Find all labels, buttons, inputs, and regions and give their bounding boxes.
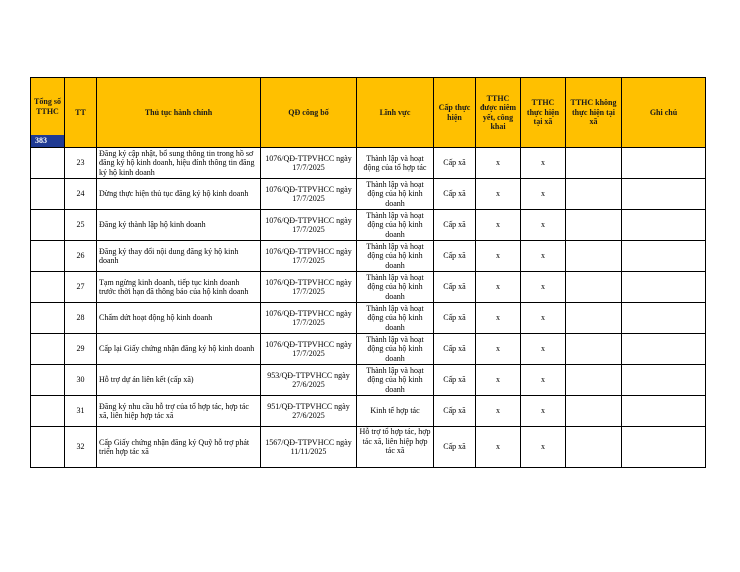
cell-total xyxy=(31,303,65,334)
cell-posted: x xyxy=(476,396,521,427)
cell-total xyxy=(31,396,65,427)
cell-decision: 953/QĐ-TTPVHCC ngày 27/6/2025 xyxy=(261,365,357,396)
cell-tt: 27 xyxy=(65,272,97,303)
cell-decision: 1076/QĐ-TTPVHCC ngày 17/7/2025 xyxy=(261,179,357,210)
cell-field: Thành lập và hoạt động của tổ hợp tác xyxy=(357,148,434,179)
cell-procedure: Tạm ngừng kinh doanh, tiếp tục kinh doanh trước thời hạn đã thông báo của hộ kinh doanh xyxy=(97,272,261,303)
cell-procedure: Cấp Giấy chứng nhận đăng ký Quỹ hỗ trợ phát triển hợp tác xã xyxy=(97,427,261,468)
cell-field: Thành lập và hoạt động của hộ kinh doanh xyxy=(357,241,434,272)
cell-decision: 1567/QĐ-TTPVHCC ngày 11/11/2025 xyxy=(261,427,357,468)
cell-decision: 951/QĐ-TTPVHCC ngày 27/6/2025 xyxy=(261,396,357,427)
total-count-badge: 383 xyxy=(31,135,64,147)
cell-level: Cấp xã xyxy=(434,427,476,468)
cell-procedure: Đăng ký thành lập hộ kinh doanh xyxy=(97,210,261,241)
header-procedure: Thủ tục hành chính xyxy=(97,78,261,148)
cell-total xyxy=(31,210,65,241)
cell-tt: 32 xyxy=(65,427,97,468)
cell-tt: 28 xyxy=(65,303,97,334)
cell-procedure: Hỗ trợ dự án liên kết (cấp xã) xyxy=(97,365,261,396)
cell-level: Cấp xã xyxy=(434,334,476,365)
cell-note xyxy=(622,148,706,179)
cell-total xyxy=(31,241,65,272)
cell-not-at-commune xyxy=(566,427,622,468)
cell-note xyxy=(622,334,706,365)
cell-level: Cấp xã xyxy=(434,272,476,303)
cell-tt: 25 xyxy=(65,210,97,241)
header-note: Ghi chú xyxy=(622,78,706,148)
cell-posted: x xyxy=(476,241,521,272)
cell-not-at-commune xyxy=(566,334,622,365)
cell-level: Cấp xã xyxy=(434,148,476,179)
cell-decision: 1076/QĐ-TTPVHCC ngày 17/7/2025 xyxy=(261,334,357,365)
cell-field: Thành lập và hoạt động của hộ kinh doanh xyxy=(357,210,434,241)
cell-not-at-commune xyxy=(566,365,622,396)
cell-procedure: Cấp lại Giấy chứng nhận đăng ký hộ kinh doanh xyxy=(97,334,261,365)
table-row xyxy=(31,365,706,396)
cell-posted: x xyxy=(476,303,521,334)
cell-note xyxy=(622,272,706,303)
cell-not-at-commune xyxy=(566,396,622,427)
cell-total xyxy=(31,365,65,396)
cell-posted: x xyxy=(476,365,521,396)
cell-procedure: Đăng ký nhu cầu hỗ trợ của tổ hợp tác, hợp tác xã, liên hiệp hợp tác xã xyxy=(97,396,261,427)
header-posted: TTHC được niêm yết, công khai xyxy=(476,78,521,148)
cell-decision: 1076/QĐ-TTPVHCC ngày 17/7/2025 xyxy=(261,241,357,272)
cell-at-commune: x xyxy=(521,210,566,241)
cell-procedure: Đăng ký thay đổi nội dung đăng ký hộ kinh doanh xyxy=(97,241,261,272)
cell-level: Cấp xã xyxy=(434,396,476,427)
cell-note xyxy=(622,179,706,210)
header-tt: TT xyxy=(65,78,97,148)
cell-field: Thành lập và hoạt động của hộ kinh doanh xyxy=(357,272,434,303)
cell-level: Cấp xã xyxy=(434,241,476,272)
cell-tt: 23 xyxy=(65,148,97,179)
header-at-commune: TTHC thực hiện tại xã xyxy=(521,78,566,148)
cell-posted: x xyxy=(476,272,521,303)
cell-tt: 30 xyxy=(65,365,97,396)
cell-posted: x xyxy=(476,179,521,210)
table-row xyxy=(31,179,706,210)
table-row xyxy=(31,303,706,334)
cell-decision: 1076/QĐ-TTPVHCC ngày 17/7/2025 xyxy=(261,272,357,303)
cell-tt: 26 xyxy=(65,241,97,272)
table-row xyxy=(31,396,706,427)
table-row xyxy=(31,272,706,303)
cell-posted: x xyxy=(476,427,521,468)
cell-at-commune: x xyxy=(521,272,566,303)
header-total-label: Tổng số TTHC xyxy=(34,97,61,116)
table-row xyxy=(31,241,706,272)
cell-note xyxy=(622,396,706,427)
table-row xyxy=(31,148,706,179)
cell-decision: 1076/QĐ-TTPVHCC ngày 17/7/2025 xyxy=(261,303,357,334)
cell-posted: x xyxy=(476,210,521,241)
cell-field: Thành lập và hoạt động của hộ kinh doanh xyxy=(357,334,434,365)
cell-note xyxy=(622,241,706,272)
table-row xyxy=(31,427,706,468)
cell-field: Kinh tế hợp tác xyxy=(357,396,434,427)
cell-at-commune: x xyxy=(521,303,566,334)
header-decision: QĐ công bố xyxy=(261,78,357,148)
cell-level: Cấp xã xyxy=(434,303,476,334)
cell-decision: 1076/QĐ-TTPVHCC ngày 17/7/2025 xyxy=(261,210,357,241)
cell-total xyxy=(31,427,65,468)
cell-at-commune: x xyxy=(521,365,566,396)
procedure-table xyxy=(30,77,706,468)
cell-not-at-commune xyxy=(566,241,622,272)
cell-field: Thành lập và hoạt động của hộ kinh doanh xyxy=(357,365,434,396)
cell-posted: x xyxy=(476,148,521,179)
table-row xyxy=(31,210,706,241)
cell-level: Cấp xã xyxy=(434,210,476,241)
cell-note xyxy=(622,365,706,396)
cell-note xyxy=(622,303,706,334)
cell-not-at-commune xyxy=(566,210,622,241)
cell-not-at-commune xyxy=(566,272,622,303)
cell-field: Thành lập và hoạt động của hộ kinh doanh xyxy=(357,303,434,334)
cell-procedure: Đăng ký cập nhật, bổ sung thông tin trong hồ sơ đăng ký hộ kinh doanh, hiệu đính thông tin đăng ký hộ kinh doanh xyxy=(97,148,261,179)
cell-total xyxy=(31,272,65,303)
cell-procedure: Chấm dứt hoạt động hộ kinh doanh xyxy=(97,303,261,334)
cell-tt: 29 xyxy=(65,334,97,365)
cell-at-commune: x xyxy=(521,396,566,427)
header-row xyxy=(31,78,706,148)
cell-note xyxy=(622,210,706,241)
cell-at-commune: x xyxy=(521,179,566,210)
header-total xyxy=(31,78,65,148)
cell-at-commune: x xyxy=(521,334,566,365)
cell-level: Cấp xã xyxy=(434,179,476,210)
cell-not-at-commune xyxy=(566,179,622,210)
cell-total xyxy=(31,179,65,210)
cell-field: Hỗ trợ tổ hợp tác, hợp tác xã, liên hiệp hợp tác xã xyxy=(357,427,434,468)
header-not-at-commune: TTHC không thực hiện tại xã xyxy=(566,78,622,148)
cell-at-commune: x xyxy=(521,148,566,179)
header-field: Lĩnh vực xyxy=(357,78,434,148)
cell-level: Cấp xã xyxy=(434,365,476,396)
cell-tt: 31 xyxy=(65,396,97,427)
cell-at-commune: x xyxy=(521,427,566,468)
cell-field: Thành lập và hoạt động của hộ kinh doanh xyxy=(357,179,434,210)
table-row xyxy=(31,334,706,365)
cell-tt: 24 xyxy=(65,179,97,210)
cell-decision: 1076/QĐ-TTPVHCC ngày 17/7/2025 xyxy=(261,148,357,179)
table-body xyxy=(31,148,706,468)
cell-not-at-commune xyxy=(566,303,622,334)
cell-total xyxy=(31,148,65,179)
cell-not-at-commune xyxy=(566,148,622,179)
cell-procedure: Dừng thực hiện thủ tục đăng ký hộ kinh doanh xyxy=(97,179,261,210)
cell-posted: x xyxy=(476,334,521,365)
cell-at-commune: x xyxy=(521,241,566,272)
header-level: Cấp thực hiện xyxy=(434,78,476,148)
cell-note xyxy=(622,427,706,468)
cell-total xyxy=(31,334,65,365)
